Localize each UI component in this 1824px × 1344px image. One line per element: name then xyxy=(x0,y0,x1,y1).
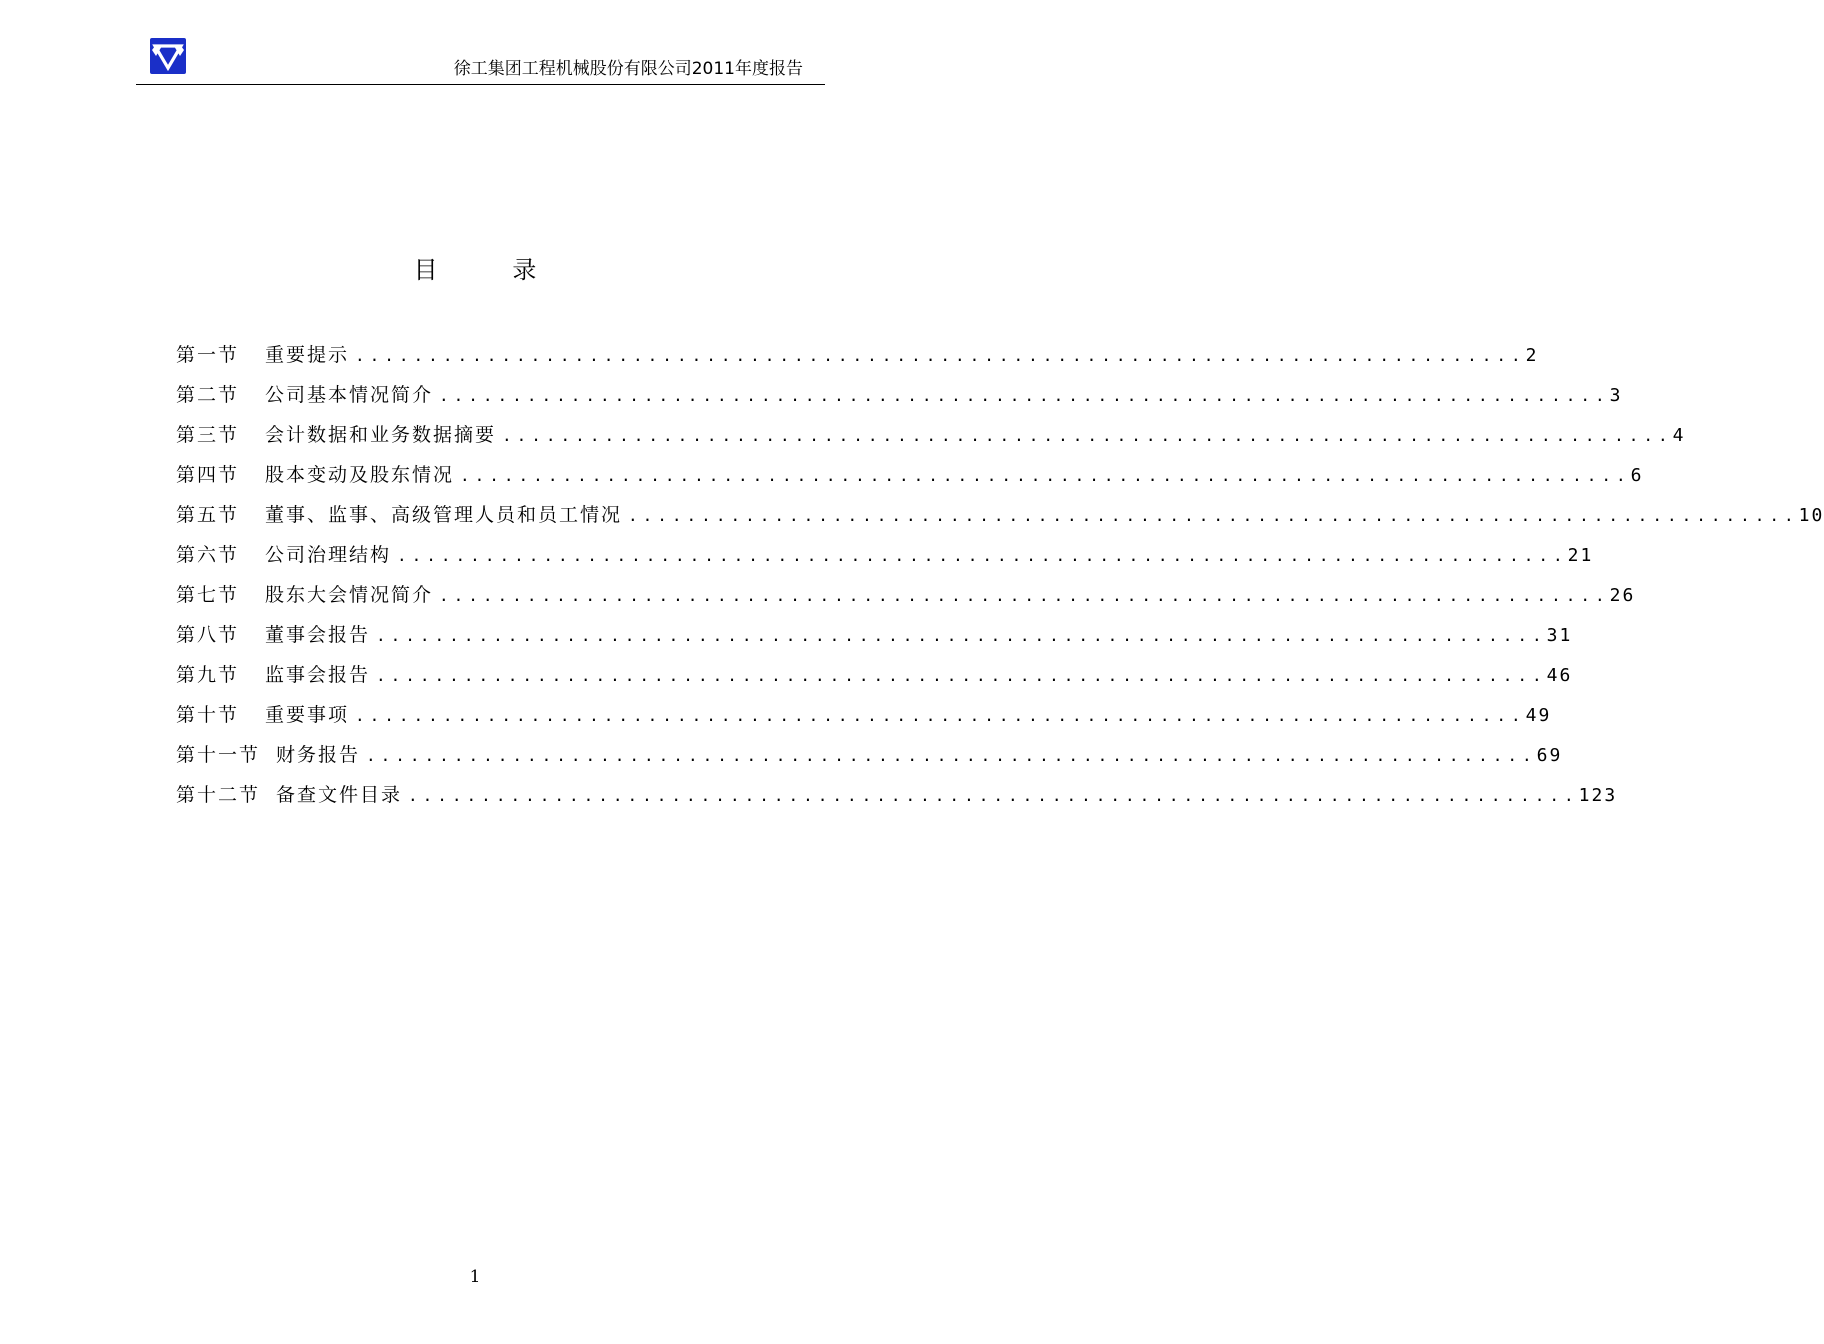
toc-section: 第七节 xyxy=(176,584,240,606)
toc-leader: ................................................................................ xyxy=(376,626,1547,645)
toc-name: 股东大会情况简介 xyxy=(265,584,434,606)
toc-item[interactable] xyxy=(176,621,1573,661)
toc-page: 4 xyxy=(1672,425,1686,446)
toc-name: 财务报告 xyxy=(276,744,361,766)
toc-item[interactable] xyxy=(176,581,1636,621)
toc-section: 第四节 xyxy=(176,464,240,486)
toc-page: 2 xyxy=(1525,345,1539,366)
toc-name: 公司治理结构 xyxy=(265,544,392,566)
toc-name: 会计数据和业务数据摘要 xyxy=(265,424,497,446)
toc-section: 第五节 xyxy=(176,504,240,526)
toc-section: 第三节 xyxy=(176,424,240,446)
toc-section: 第二节 xyxy=(176,384,240,406)
toc-leader: ................................................................................ xyxy=(439,586,1610,605)
toc-item[interactable] xyxy=(176,421,1686,461)
toc-page: 26 xyxy=(1609,585,1636,606)
toc-page: 21 xyxy=(1567,545,1594,566)
toc-item[interactable] xyxy=(176,661,1573,701)
toc-name: 董事会报告 xyxy=(265,624,371,646)
toc-page: 123 xyxy=(1578,785,1618,806)
page-header xyxy=(136,32,825,85)
toc-leader: ................................................................................ xyxy=(355,706,1526,725)
toc-item[interactable] xyxy=(176,741,1563,781)
toc-section: 第六节 xyxy=(176,544,240,566)
toc-page: 46 xyxy=(1546,665,1573,686)
toc-name: 股本变动及股东情况 xyxy=(265,464,455,486)
table-of-contents xyxy=(176,341,1824,821)
report-title: 徐工集团工程机械股份有限公司2011年度报告 xyxy=(453,59,803,79)
toc-item[interactable] xyxy=(176,341,1539,381)
toc-leader: ................................................................................ xyxy=(376,666,1547,685)
toc-leader: ................................................................................ xyxy=(355,346,1526,365)
toc-leader: ................................................................................ xyxy=(408,786,1579,805)
toc-leader: ................................................................................ xyxy=(628,506,1799,525)
toc-page: 6 xyxy=(1630,465,1644,486)
toc-page: 31 xyxy=(1546,625,1573,646)
xcmg-logo-icon xyxy=(150,38,186,74)
toc-name: 重要提示 xyxy=(265,344,350,366)
toc-page: 69 xyxy=(1536,745,1563,766)
toc-item[interactable] xyxy=(176,461,1644,501)
toc-section: 第九节 xyxy=(176,664,240,686)
toc-section: 第十节 xyxy=(176,704,240,726)
toc-item[interactable] xyxy=(176,381,1623,421)
toc-leader: ................................................................................ xyxy=(397,546,1568,565)
toc-section: 第八节 xyxy=(176,624,240,646)
toc-name: 重要事项 xyxy=(265,704,350,726)
toc-page: 3 xyxy=(1609,385,1623,406)
toc-leader: ................................................................................ xyxy=(439,386,1610,405)
toc-name: 董事、监事、高级管理人员和员工情况 xyxy=(265,504,623,526)
toc-name: 公司基本情况简介 xyxy=(265,384,434,406)
toc-leader: ................................................................................ xyxy=(366,746,1537,765)
toc-item[interactable] xyxy=(176,541,1594,581)
toc-name: 备查文件目录 xyxy=(276,784,403,806)
toc-item[interactable] xyxy=(176,701,1552,741)
toc-page: 10 xyxy=(1798,505,1824,526)
toc-page: 49 xyxy=(1525,705,1552,726)
toc-title: 目 录 xyxy=(413,256,571,284)
toc-section: 第十一节 xyxy=(176,744,261,766)
toc-item[interactable] xyxy=(176,781,1618,821)
toc-leader: ................................................................................ xyxy=(460,466,1631,485)
toc-item[interactable] xyxy=(176,501,1824,541)
page-number: 1 xyxy=(469,1267,481,1287)
toc-section: 第一节 xyxy=(176,344,240,366)
toc-leader: ................................................................................ xyxy=(502,426,1673,445)
toc-name: 监事会报告 xyxy=(265,664,371,686)
toc-section: 第十二节 xyxy=(176,784,261,806)
